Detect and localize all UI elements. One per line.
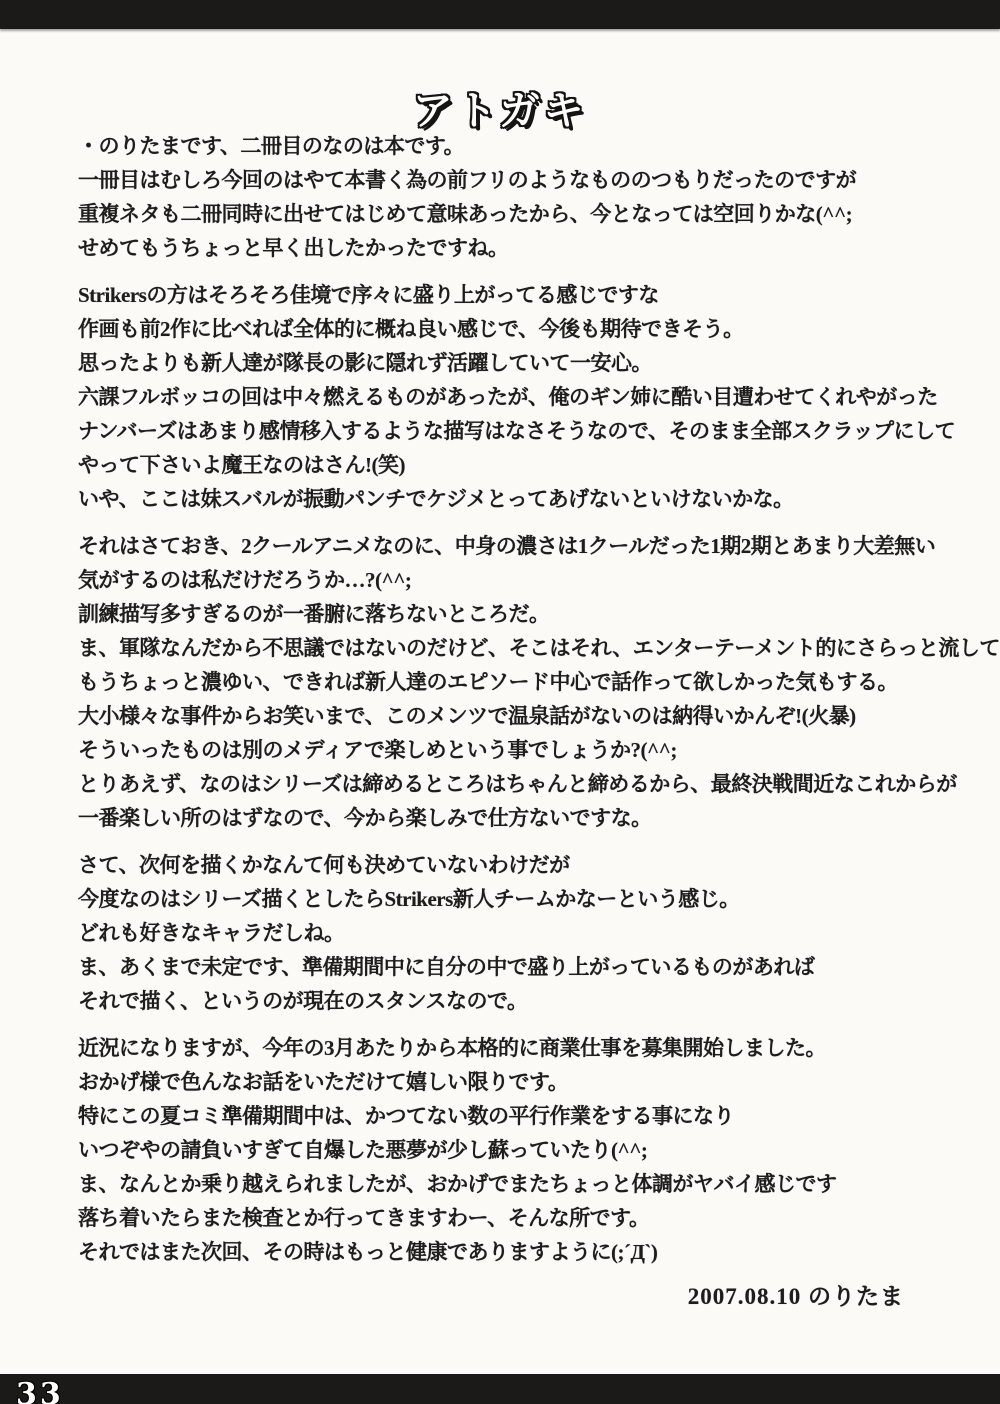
text-line: さて、次何を描くかなんて何も決めていないわけだが (78, 853, 570, 877)
text-line: それではまた次回、その時はもっと健康でありますように(;´Д`) (78, 1240, 658, 1264)
text-line: とりあえず、なのはシリーズは締めるところはちゃんと締めるから、最終決戦間近なこれからが (78, 772, 957, 796)
text-line: 今度なのはシリーズ描くとしたらStrikers新人チームかなーという感じ。 (78, 887, 740, 911)
text-line: 気がするのは私だけだろうか…?(^^; (78, 568, 412, 592)
text-line: ま、なんとか乗り越えられましたが、おかげでまたちょっと体調がヤバイ感じです (78, 1172, 837, 1196)
text-line: 訓練描写多すぎるのが一番腑に落ちないところだ。 (78, 602, 550, 626)
text-line: もうちょっと濃ゆい、できれば新人達のエピソード中心で話作って欲しかった気もする。 (78, 670, 898, 694)
text-line: やって下さいよ魔王なのはさん!(笑) (78, 453, 405, 477)
text-line: そういったものは別のメディアで楽しめという事でしょうか?(^^; (78, 738, 677, 762)
paragraph (78, 129, 958, 265)
paragraph (78, 529, 1000, 835)
bottom-border-bar (0, 1374, 1000, 1404)
paragraph (78, 848, 958, 1018)
text-line: 一番楽しい所のはずなので、今から楽しみで仕方ないですな。 (78, 806, 652, 830)
text-line: 大小様々な事件からお笑いまで、このメンツで温泉話がないのは納得いかんぞ!(火暴) (78, 704, 856, 728)
top-border-bar (0, 0, 1000, 29)
text-line: それで描く、というのが現在のスタンスなので。 (78, 989, 528, 1013)
text-line: 六課フルボッコの回は中々燃えるものがあったが、俺のギン姉に酷い目遭わせてくれやがった (78, 385, 938, 409)
text-line: Strikersの方はそろそろ佳境で序々に盛り上がってる感じですな (78, 283, 659, 307)
text-line: ナンバーズはあまり感情移入するような描写はなさそうなので、そのまま全部スクラップにして (78, 419, 956, 443)
paragraph (78, 1031, 958, 1269)
text-line: 近況になりますが、今年の3月あたりから本格的に商業仕事を募集開始しました。 (78, 1036, 826, 1060)
text-line: 重複ネタも二冊同時に出せてはじめて意味あったから、今となっては空回りかな(^^; (78, 202, 853, 226)
text-line: おかげ様で色んなお話をいただけて嬉しい限りです。 (78, 1070, 569, 1094)
text-line: 一冊目はむしろ今回のはやて本書く為の前フリのようなもののつもりだったのですが (78, 168, 857, 192)
paragraph (78, 278, 958, 516)
text-line: ま、あくまで未定です、準備期間中に自分の中で盛り上がっているものがあれば (78, 955, 815, 979)
text-line: 思ったよりも新人達が隊長の影に隠れず活躍していて一安心。 (78, 351, 652, 375)
text-line: どれも好きなキャラだしね。 (78, 921, 345, 945)
text-line: いつぞやの請負いすぎて自爆した悪夢が少し蘇っていたり(^^; (78, 1138, 648, 1162)
text-line: 特にこの夏コミ準備期間中は、かつてない数の平行作業をする事になり (78, 1104, 734, 1128)
signature-date: 2007.08.10 のりたま (687, 1284, 904, 1309)
afterword-body (78, 129, 1000, 1282)
text-line: ・のりたまです、二冊目のなのは本です。 (78, 134, 465, 158)
text-line: せめてもうちょっと早く出したかったですね。 (78, 236, 509, 260)
text-line: いや、ここは妹スバルが振動パンチでケジメとってあげないといけないかな。 (78, 487, 794, 511)
text-line: ま、軍隊なんだから不思議ではないのだけど、そこはそれ、エンターテーメント的にさらっと流して (78, 636, 1000, 660)
page-title: アトガキ (412, 87, 588, 134)
page-number: 33 (16, 1377, 64, 1404)
text-line: 落ち着いたらまた検査とか行ってきますわー、そんな所です。 (78, 1206, 650, 1230)
text-line: それはさておき、2クールアニメなのに、中身の濃さは1クールだった1期2期とあまり大差無い (78, 534, 936, 558)
text-line: 作画も前2作に比べれば全体的に概ね良い感じで、今後も期待できそう。 (78, 317, 744, 341)
